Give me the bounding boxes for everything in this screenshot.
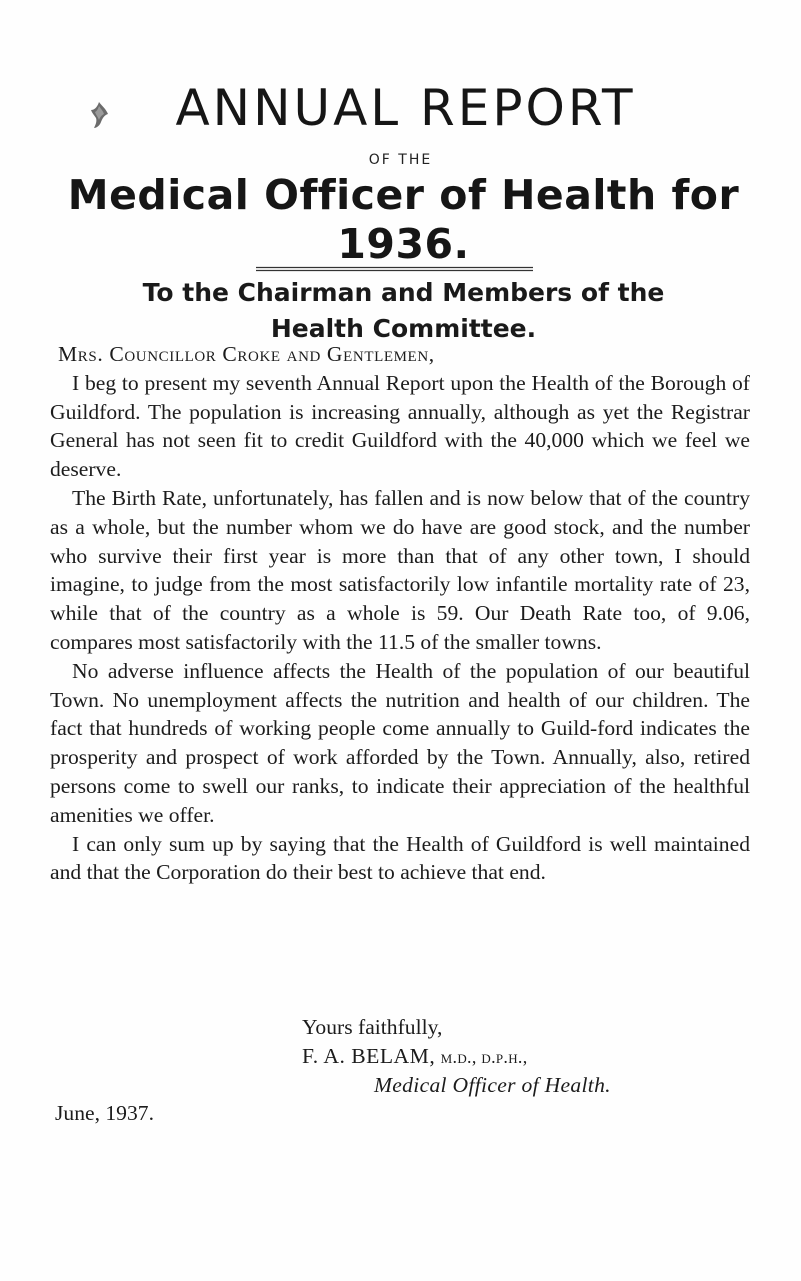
letter-date: June, 1937.: [55, 1101, 154, 1125]
paragraph-population-health: No adverse influence affects the Health of the population of our beautiful Town. No unemployment affects the nutrition and health of our children. The fact that hundreds of working people come annually to Guild-ford indicates the prosperity and prospect of work afforded by the Town. Annually, also, retired persons come to swell our ranks, to indicate their appreciation of the healthful amenities we offer.: [50, 658, 750, 827]
valediction: Yours faithfully,: [302, 1015, 443, 1039]
signature: [302, 1042, 611, 1072]
salutation: Mrs. Councillor Croke and Gentlemen,: [58, 342, 435, 366]
report-subtitle: Medical Officer of Health for 1936.: [67, 171, 740, 269]
signature-qualifications: m.d., d.p.h.,: [440, 1046, 528, 1067]
paragraph-birth-rate: The Birth Rate, unfortunately, has fallen and is now below that of the country as a whole, but the number whom we do have are good stock, and the number who survive their first year is more than that of any other town, I should imagine, to judge from the most satisfactorily low infantile mortality rate of 23, while that of the country as a whole is 59. Our Death Rate too, of 9.06, compares most satisfactorily with the 11.5 of the smaller towns.: [50, 485, 750, 654]
addressee-line-1: To the Chairman and Members of the: [142, 278, 665, 307]
signature-title: Medical Officer of Health.: [374, 1073, 611, 1097]
report-title: ANNUAL REPORT: [175, 79, 636, 137]
addressee-heading: [0, 275, 801, 347]
paragraph-summary: I can only sum up by saying that the Health of Guildford is well maintained and that the Corporation do their best to achieve that end.: [50, 831, 750, 885]
letter-closing: [302, 1013, 611, 1100]
signature-name: F. A. BELAM,: [302, 1043, 436, 1068]
addressee-line-2: Health Committee.: [270, 314, 537, 343]
paragraph-introduction: I beg to present my seventh Annual Report upon the Health of the Borough of Guildford. The population is increasing annually, although as yet the Registrar General has not seen fit to credit Guildford with the 40,000 which we feel we deserve.: [50, 370, 750, 482]
title-connector: OF THE: [368, 152, 433, 168]
section-divider: [256, 266, 533, 272]
letter-body: [50, 340, 750, 887]
